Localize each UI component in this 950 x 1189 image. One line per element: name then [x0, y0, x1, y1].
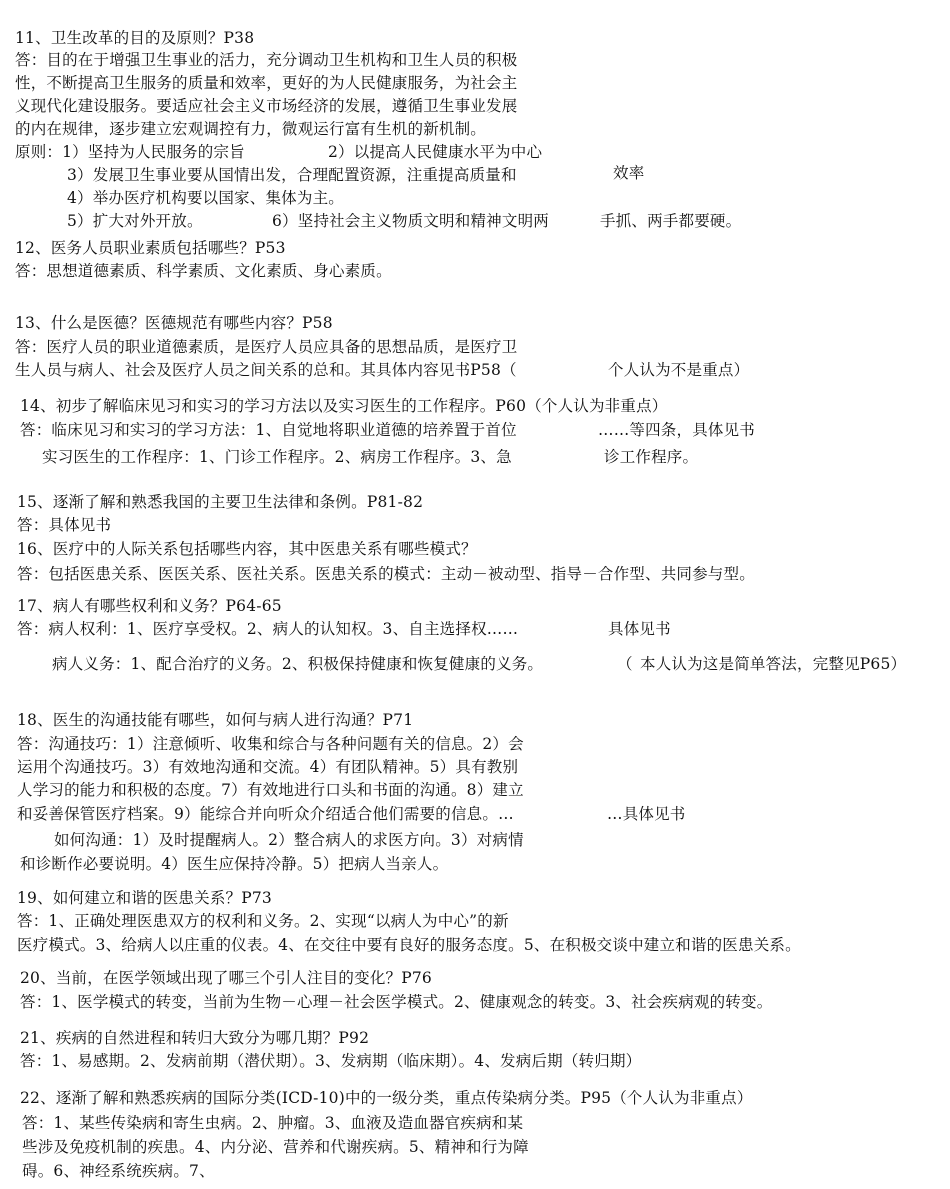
answer-13-note: 个人认为不是重点）	[608, 361, 750, 379]
answer-19-line-2: 医疗模式。3、给病人以庄重的仪表。4、在交往中要有良好的服务态度。5、在积极交谈中建立和谐的医患关系。	[17, 936, 801, 954]
answer-22-line-1: 答：1、某些传染病和寄生虫病。2、肿瘤。3、血液及造血器官疾病和某	[22, 1114, 524, 1132]
answer-18-line-1: 答：沟通技巧：1）注意倾听、收集和综合与各种问题有关的信息。2）会	[17, 735, 524, 753]
principle-6-tail: 手抓、两手都要硬。	[600, 212, 742, 230]
answer-18-line-4: 和妥善保管医疗档案。9）能综合并向听众介绍适合他们需要的信息。…	[17, 805, 514, 823]
principle-4: 4）举办医疗机构要以国家、集体为主。	[67, 189, 344, 207]
answer-18-line-4-tail: …具体见书	[607, 805, 686, 823]
answer-12: 答：思想道德素质、科学素质、文化素质、身心素质。	[15, 262, 392, 280]
answer-17-rights-tail: 具体见书	[608, 620, 671, 638]
question-11-title: 11、卫生改革的目的及原则？P38	[15, 29, 255, 47]
principle-2: 2）以提高人民健康水平为中心	[328, 143, 543, 161]
answer-16: 答：包括医患关系、医医关系、医社关系。医患关系的模式：主动－被动型、指导－合作型、共同参与型。	[17, 565, 755, 583]
question-16-title: 16、医疗中的人际关系包括哪些内容，其中医患关系有哪些模式？	[17, 540, 477, 558]
answer-15: 答：具体见书	[17, 516, 112, 534]
answer-11-line-4: 的内在规律，逐步建立宏观调控有力，微观运行富有生机的新机制。	[15, 120, 487, 138]
question-15-title: 15、逐渐了解和熟悉我国的主要卫生法律和条例。P81-82	[17, 493, 424, 511]
answer-17-paren: （	[617, 655, 633, 673]
answer-22-line-3: 碍。6、神经系统疾病。7、	[22, 1162, 215, 1180]
answer-17-note: 本人认为这是简单答法，完整见P65）	[640, 655, 907, 673]
answer-17-rights: 答：病人权利：1、医疗享受权。2、病人的认知权。3、自主选择权……	[17, 620, 519, 638]
answer-20: 答：1、医学模式的转变，当前为生物－心理－社会医学模式。2、健康观念的转变。3、社会疾病观的转变。	[20, 993, 773, 1011]
answer-18-line-3: 人学习的能力和积极的态度。7）有效地进行口头和书面的沟通。8）建立	[17, 781, 524, 799]
answer-14-line-1-tail: ……等四条，具体见书	[598, 421, 756, 439]
principle-1: 原则：1）坚持为人民服务的宗旨	[15, 143, 245, 161]
answer-14-line-2: 实习医生的工作程序：1、门诊工作程序。2、病房工作程序。3、急	[42, 448, 512, 466]
question-22-title: 22、逐渐了解和熟悉疾病的国际分类(ICD-10)中的一级分类，重点传染病分类。P95（个人认为非重点）	[20, 1089, 753, 1107]
question-17-title: 17、病人有哪些权利和义务？P64-65	[17, 597, 282, 615]
answer-14-line-2-tail: 诊工作程序。	[604, 448, 699, 466]
answer-11-line-1: 答：目的在于增强卫生事业的活力，充分调动卫生机构和卫生人员的积极	[15, 51, 518, 69]
answer-19-line-1: 答：1、正确处理医患双方的权利和义务。2、实现“以病人为中心”的新	[17, 912, 509, 930]
answer-11-line-2: 性，不断提高卫生服务的质量和效率，更好的为人民健康服务，为社会主	[15, 74, 518, 92]
question-18-title: 18、医生的沟通技能有哪些，如何与病人进行沟通？P71	[17, 711, 414, 729]
question-13-title: 13、什么是医德？医德规范有哪些内容？P58	[15, 314, 333, 332]
principle-5: 5）扩大对外开放。	[67, 212, 203, 230]
answer-11-line-3: 义现代化建设服务。要适应社会主义市场经济的发展，遵循卫生事业发展	[15, 97, 518, 115]
question-20-title: 20、当前，在医学领域出现了哪三个引人注目的变化？P76	[20, 969, 432, 987]
principle-6: 6）坚持社会主义物质文明和精神文明两	[272, 212, 549, 230]
answer-22-line-2: 些涉及免疫机制的疾患。4、内分泌、营养和代谢疾病。5、精神和行为障	[22, 1138, 529, 1156]
question-21-title: 21、疾病的自然进程和转归大致分为哪几期？P92	[20, 1029, 370, 1047]
answer-17-duties: 病人义务：1、配合治疗的义务。2、积极保持健康和恢复健康的义务。	[52, 655, 544, 673]
question-14-title: 14、初步了解临床见习和实习的学习方法以及实习医生的工作程序。P60（个人认为非重点）	[20, 397, 668, 415]
answer-18-line-5: 如何沟通：1）及时提醒病人。2）整合病人的求医方向。3）对病情	[54, 831, 524, 849]
answer-13-line-1: 答：医疗人员的职业道德素质，是医疗人员应具备的思想品质，是医疗卫	[15, 338, 518, 356]
answer-13-line-2: 生人员与病人、社会及医疗人员之间关系的总和。其具体内容见书P58（	[15, 361, 517, 379]
answer-18-line-2: 运用个沟通技巧。3）有效地沟通和交流。4）有团队精神。5）具有教别	[17, 758, 519, 776]
question-19-title: 19、如何建立和谐的医患关系？P73	[17, 889, 272, 907]
principle-3: 3）发展卫生事业要从国情出发，合理配置资源，注重提高质量和	[67, 166, 517, 184]
answer-14-line-1: 答：临床见习和实习的学习方法：1、自觉地将职业道德的培养置于首位	[20, 421, 517, 439]
answer-21: 答：1、易感期。2、发病前期（潜伏期）。3、发病期（临床期）。4、发病后期（转归期）	[20, 1052, 642, 1070]
answer-18-line-6: 和诊断作必要说明。4）医生应保持冷静。5）把病人当亲人。	[20, 855, 449, 873]
principle-3-tail: 效率	[613, 164, 645, 182]
question-12-title: 12、医务人员职业素质包括哪些？P53	[15, 239, 286, 257]
